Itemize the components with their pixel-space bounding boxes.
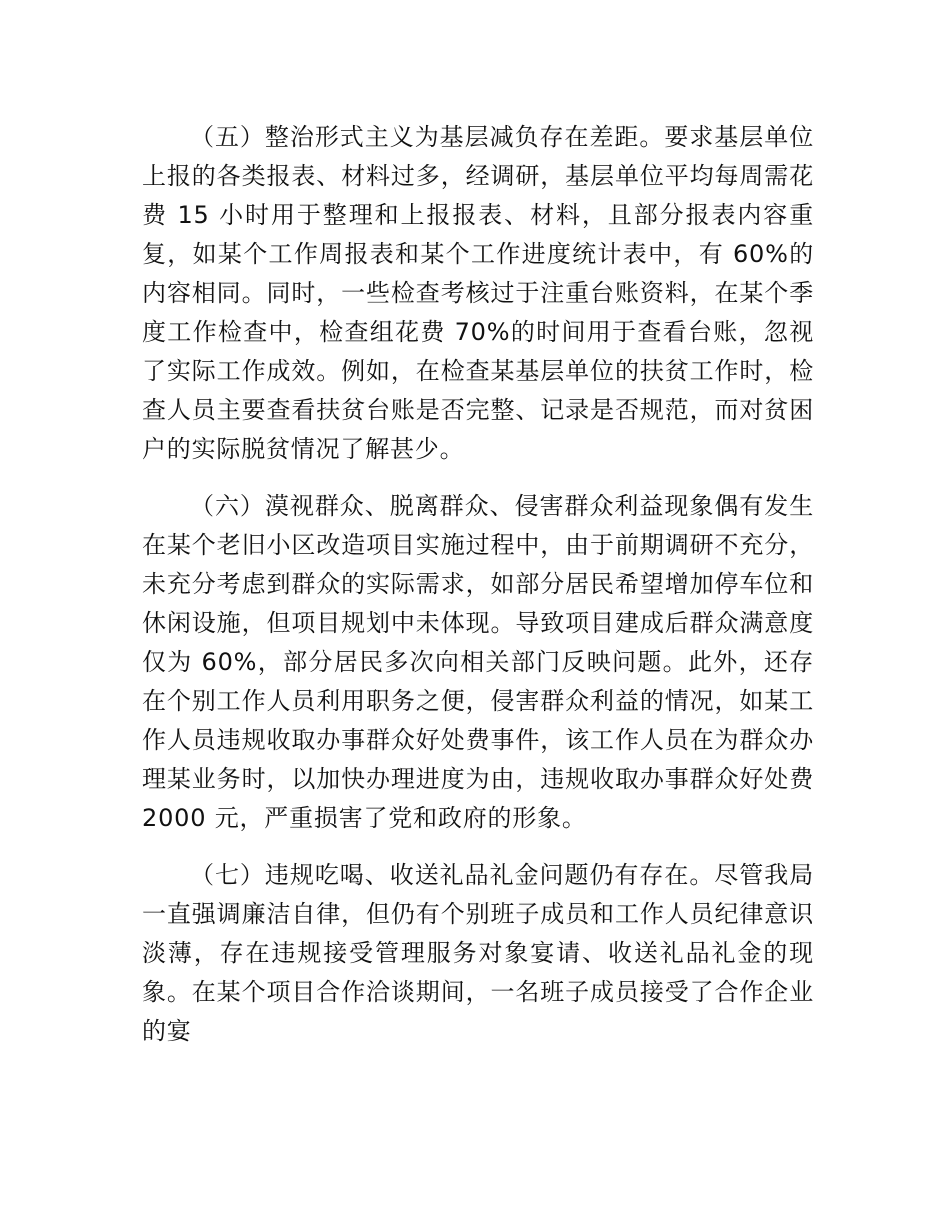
paragraph-section-6: （六）漠视群众、脱离群众、侵害群众利益现象偶有发生在某个老旧小区改造项目实施过程中，由于前期调研不充分，未充分考虑到群众的实际需求，如部分居民希望增加停车位和休闲设施，但项目规划中未体现。导致项目建成后群众满意度仅为 60%，部分居民多次向相关部门反映问题。此外，还存在个别工作人员利用职务之便，侵害群众利益的情况，如某工作人员违规收取办事群众好处费事件，该工作人员在为群众办理某业务时，以加快办理进度为由，违规收取办事群众好处费2000 元，严重损害了党和政府的形象。 [142,492,814,832]
document-body [142,118,814,1051]
paragraph-section-7: （七）违规吃喝、收送礼品礼金问题仍有存在。尽管我局一直强调廉洁自律，但仍有个别班子成员和工作人员纪律意识淡薄，存在违规接受管理服务对象宴请、收送礼品礼金的现象。在某个项目合作洽谈期间，一名班子成员接受了合作企业的宴 [142,861,814,1045]
paragraph-section-5: （五）整治形式主义为基层减负存在差距。要求基层单位上报的各类报表、材料过多，经调研，基层单位平均每周需花费 15 小时用于整理和上报报表、材料，且部分报表内容重复，如某个工作周报表和某个工作进度统计表中，有 60%的内容相同。同时，一些检查考核过于注重台账资料，在某个季度工作检查中，检查组花费 70%的时间用于查看台账，忽视了实际工作成效。例如，在检查某基层单位的扶贫工作时，检查人员主要查看扶贫台账是否完整、记录是否规范，而对贫困户的实际脱贫情况了解甚少。 [142,123,814,463]
